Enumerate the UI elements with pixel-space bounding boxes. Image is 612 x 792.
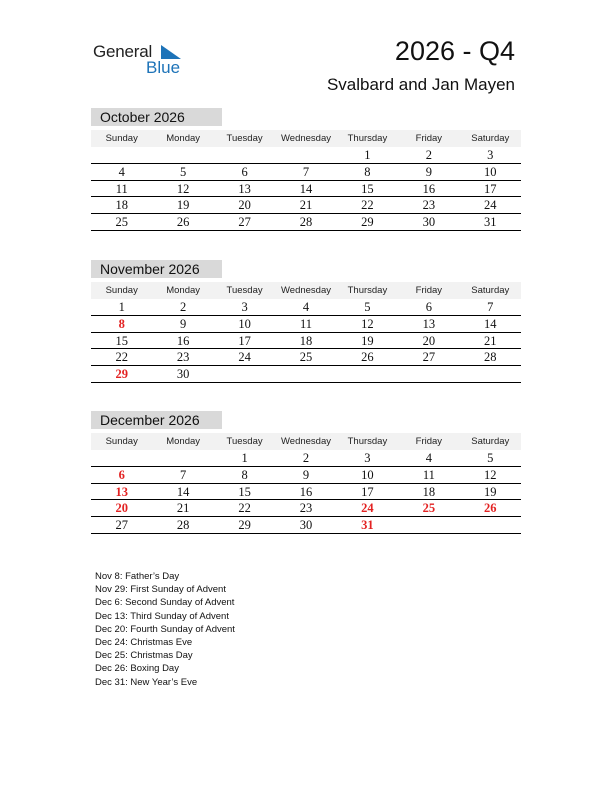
day-cell: 8 — [118, 316, 125, 331]
week-row — [91, 147, 521, 164]
day-cell: 31 — [484, 215, 497, 230]
day-cell: 23 — [422, 198, 436, 213]
day-cell — [214, 366, 275, 382]
day-cell: 16 — [299, 484, 313, 499]
day-cell: 2 — [425, 148, 432, 162]
day-cell: 15 — [238, 484, 251, 499]
week-row — [91, 484, 521, 501]
holiday-note: Nov 29: First Sunday of Advent — [95, 584, 226, 596]
day-cell: 30 — [299, 518, 313, 533]
day-cell: 18 — [115, 198, 128, 213]
day-cell: 5 — [364, 300, 371, 314]
weekday-label: Thursday — [347, 133, 388, 144]
day-cell: 27 — [238, 215, 251, 230]
day-cell — [91, 450, 152, 466]
day-cell: 20 — [238, 198, 251, 213]
week-row — [91, 333, 521, 350]
day-cell: 14 — [484, 316, 497, 331]
holiday-note: Dec 20: Fourth Sunday of Advent — [95, 623, 235, 635]
day-cell: 30 — [176, 367, 190, 382]
day-cell: 15 — [115, 333, 128, 348]
day-cell: 22 — [238, 501, 251, 516]
day-cell: 10 — [361, 467, 374, 482]
holiday-note: Dec 26: Boxing Day — [95, 663, 179, 675]
day-cell: 23 — [299, 501, 313, 516]
weekday-header-row — [91, 433, 521, 450]
day-cell: 16 — [422, 181, 436, 196]
day-cell: 1 — [118, 300, 125, 314]
weekday-label: Tuesday — [226, 285, 263, 296]
day-cell: 25 — [299, 350, 313, 365]
day-cell: 15 — [361, 181, 374, 196]
holiday-note: Nov 8: Father’s Day — [95, 571, 180, 582]
day-cell: 1 — [241, 451, 248, 465]
weekday-label: Saturday — [471, 285, 510, 296]
logo-general-text: General — [93, 42, 153, 61]
week-row — [91, 450, 521, 467]
day-cell — [214, 147, 275, 163]
day-cell — [275, 366, 336, 382]
day-cell: 22 — [115, 350, 128, 365]
day-cell: 6 — [118, 467, 125, 482]
day-cell: 7 — [302, 164, 310, 179]
day-cell: 28 — [176, 518, 190, 533]
day-cell: 11 — [115, 181, 128, 196]
day-cell: 18 — [422, 484, 436, 499]
day-cell: 3 — [241, 300, 248, 314]
day-cell: 2 — [180, 300, 187, 314]
holiday-note: Dec 13: Third Sunday of Advent — [95, 610, 229, 622]
weekday-label: Friday — [415, 436, 443, 447]
day-cell: 13 — [238, 181, 251, 196]
weekday-label: Friday — [415, 285, 443, 296]
day-cell: 12 — [484, 467, 497, 482]
day-cell — [398, 517, 459, 533]
day-cell: 26 — [361, 350, 374, 365]
month-header: November 2026 — [91, 260, 222, 278]
week-row — [91, 181, 521, 198]
week-row — [91, 517, 521, 534]
weekday-label: Wednesday — [280, 285, 331, 296]
day-cell: 9 — [180, 316, 187, 331]
week-row — [91, 316, 521, 333]
day-cell — [460, 366, 521, 382]
weekday-label: Saturday — [471, 436, 510, 447]
weekday-label: Sunday — [105, 133, 138, 144]
weekday-label: Sunday — [105, 436, 138, 447]
holiday-note: Dec 25: Christmas Day — [95, 650, 193, 662]
day-cell: 28 — [299, 215, 313, 230]
holiday-note: Dec 6: Second Sunday of Advent — [95, 597, 235, 609]
day-cell: 7 — [180, 467, 187, 482]
day-cell: 12 — [176, 181, 190, 196]
weekday-label: Friday — [415, 133, 443, 144]
week-row — [91, 467, 521, 484]
day-cell: 1 — [364, 148, 371, 162]
weekday-label: Monday — [166, 436, 201, 447]
day-cell: 21 — [176, 501, 190, 516]
weekday-label: Sunday — [105, 285, 138, 296]
month-december — [91, 411, 521, 534]
day-cell: 24 — [238, 350, 251, 365]
week-row — [91, 164, 521, 181]
day-cell: 13 — [422, 316, 436, 331]
day-cell: 5 — [487, 451, 494, 465]
day-cell — [91, 147, 152, 163]
weekday-label: Thursday — [347, 285, 388, 296]
month-november — [91, 260, 521, 383]
month-header: October 2026 — [91, 108, 222, 126]
weekday-label: Wednesday — [280, 133, 331, 144]
day-cell: 24 — [361, 501, 374, 516]
day-cell: 22 — [361, 198, 374, 213]
day-cell — [460, 517, 521, 533]
day-cell — [337, 366, 398, 382]
logo-triangle-icon — [161, 45, 181, 59]
day-cell: 26 — [484, 501, 497, 516]
day-cell: 17 — [361, 484, 374, 499]
day-cell: 18 — [299, 333, 313, 348]
day-cell: 11 — [422, 467, 435, 482]
day-cell: 28 — [484, 350, 497, 365]
day-cell: 3 — [364, 451, 371, 465]
day-cell — [275, 147, 336, 163]
weekday-label: Monday — [166, 133, 201, 144]
weekday-label: Tuesday — [226, 133, 263, 144]
day-cell: 31 — [361, 518, 374, 533]
week-row — [91, 214, 521, 231]
day-cell: 4 — [118, 164, 125, 179]
week-row — [91, 197, 521, 214]
day-cell: 20 — [422, 333, 436, 348]
day-cell: 7 — [487, 300, 494, 314]
month-october — [91, 108, 521, 231]
day-cell: 3 — [487, 148, 494, 162]
day-cell: 29 — [115, 367, 128, 382]
weekday-label: Saturday — [471, 133, 510, 144]
day-cell: 25 — [115, 215, 128, 230]
day-cell: 14 — [299, 181, 313, 196]
day-cell: 20 — [115, 501, 128, 516]
week-row — [91, 366, 521, 383]
week-row — [91, 299, 521, 316]
day-cell: 4 — [425, 451, 432, 465]
day-cell: 21 — [299, 198, 313, 213]
day-cell: 19 — [176, 198, 190, 213]
day-cell: 8 — [364, 164, 371, 179]
day-cell: 13 — [115, 484, 128, 499]
day-cell: 5 — [180, 164, 187, 179]
day-cell: 27 — [115, 518, 128, 533]
day-cell: 19 — [484, 484, 497, 499]
holiday-note: Dec 31: New Year’s Eve — [95, 676, 198, 688]
day-cell: 26 — [176, 215, 190, 230]
day-cell: 29 — [238, 518, 251, 533]
day-cell — [398, 366, 459, 382]
day-cell: 17 — [484, 181, 497, 196]
weekday-header-row — [91, 130, 521, 147]
day-cell: 12 — [361, 316, 374, 331]
day-cell: 16 — [176, 333, 190, 348]
day-cell: 30 — [422, 215, 436, 230]
weekday-header-row — [91, 282, 521, 299]
week-row — [91, 500, 521, 517]
generalblue-logo — [93, 42, 193, 78]
day-cell: 9 — [425, 164, 432, 179]
day-cell: 21 — [484, 333, 497, 348]
page-title: 2026 - Q4 — [394, 36, 515, 66]
day-cell: 27 — [422, 350, 436, 365]
day-cell — [152, 147, 213, 163]
weekday-label: Wednesday — [280, 436, 331, 447]
day-cell: 6 — [241, 164, 248, 179]
day-cell — [152, 450, 213, 466]
day-cell: 6 — [425, 300, 432, 314]
day-cell: 2 — [302, 451, 310, 465]
weekday-label: Monday — [166, 285, 201, 296]
day-cell: 19 — [361, 333, 374, 348]
day-cell: 11 — [299, 316, 313, 331]
day-cell: 4 — [302, 300, 310, 314]
holiday-notes — [95, 570, 235, 689]
month-header: December 2026 — [91, 411, 222, 429]
day-cell: 29 — [361, 215, 374, 230]
week-row — [91, 349, 521, 366]
day-cell: 9 — [302, 467, 310, 482]
holiday-note: Dec 24: Christmas Eve — [95, 636, 193, 648]
day-cell: 10 — [238, 316, 251, 331]
day-cell: 24 — [484, 198, 497, 213]
day-cell: 25 — [422, 501, 436, 516]
region-subtitle: Svalbard and Jan Mayen — [326, 75, 515, 94]
day-cell: 17 — [238, 333, 251, 348]
day-cell: 10 — [484, 164, 497, 179]
day-cell: 8 — [241, 467, 248, 482]
day-cell: 14 — [176, 484, 190, 499]
day-cell: 23 — [176, 350, 190, 365]
weekday-label: Tuesday — [226, 436, 263, 447]
logo-blue-text: Blue — [146, 58, 181, 77]
weekday-label: Thursday — [347, 436, 388, 447]
